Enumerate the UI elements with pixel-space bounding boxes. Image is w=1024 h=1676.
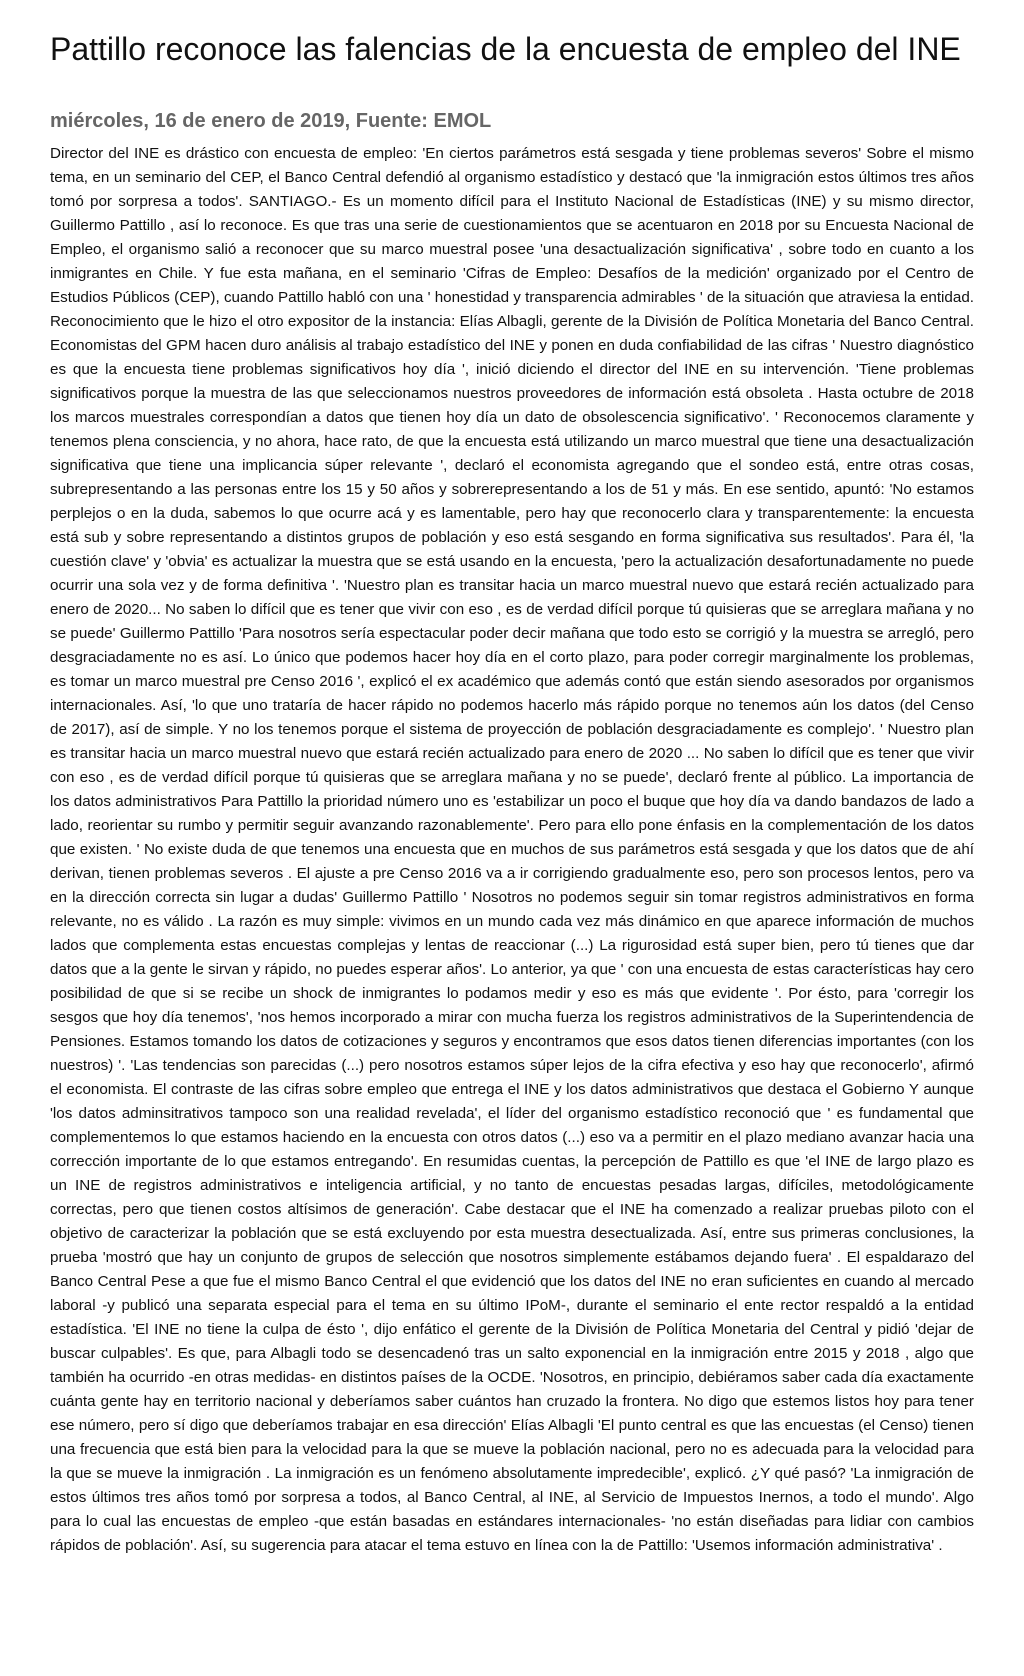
article-body: Director del INE es drástico con encuesta de empleo: 'En ciertos parámetros está sesgada y tiene problemas severos' Sobre el mismo tema, en un seminario del CEP, el Banco Central defendió al organismo estadístico y destacó que 'la inmigración estos últimos tres años tomó por sorpresa a todos'. SANTIAGO.- Es un momento difícil para el Instituto Nacional de Estadísticas (INE) y su mismo director, Guillermo Pattillo , así lo reconoce. Es que tras una serie de cuestionamientos que se acentuaron en 2018 por su Encuesta Nacional de Empleo, el organismo salió a reconocer que su marco muestral posee 'una desactualización significativa' , sobre todo en cuanto a los inmigrantes en Chile. Y fue esta mañana, en el seminario 'Cifras de Empleo: Desafíos de la medición' organizado por el Centro de Estudios Públicos (CEP), cuando Pattillo habló con una ' honestidad y transparencia admirables ' de la situación que atraviesa la entidad. Reconocimiento que le hizo el otro expositor de la instancia: Elías Albagli, gerente de la División de Política Monetaria del Banco Central. Economistas del GPM hacen duro análisis al trabajo estadístico del INE y ponen en duda confiabilidad de las cifras ' Nuestro diagnóstico es que la encuesta tiene problemas significativos hoy día ', inició diciendo el director del INE en su intervención. 'Tiene problemas significativos porque la muestra de las que seleccionamos nuestros proveedores de información está obsoleta . Hasta octubre de 2018 los marcos muestrales correspondían a datos que tienen hoy día un dato de obsolescencia significativo'. ' Reconocemos claramente y tenemos plena consciencia, y no ahora, hace rato, de que la encuesta está utilizando un marco muestral que tiene una desactualización significativa que tiene una implicancia súper relevante ', declaró el economista agregando que el sondeo está, entre otras cosas, subrepresentando a las personas entre los 15 y 50 años y sobrerepresentando a los de 51 y más. En ese sentido, apuntó: 'No estamos perplejos o en la duda, sabemos lo que ocurre acá y es lamentable, pero hay que reconocerlo clara y transparentemente: la encuesta está sub y sobre representando a distintos grupos de población y eso está sesgando en forma significativa sus resultados'. Para él, 'la cuestión clave' y 'obvia' es actualizar la muestra que se está usando en la encuesta, 'pero la actualización desafortunadamente no puede ocurrir una sola vez y de forma definitiva '. 'Nuestro plan es transitar hacia un marco muestral nuevo que estará recién actualizado para enero de 2020... No saben lo difícil que es tener que vivir con eso , es de verdad difícil porque tú quisieras que se arreglara mañana y no se puede' Guillermo Pattillo 'Para nosotros sería espectacular poder decir mañana que todo esto se corrigió y la muestra se arregló, pero desgraciadamente no es así. Lo único que podemos hacer hoy día en el corto plazo, para poder corregir marginalmente los problemas, es tomar un marco muestral pre Censo 2016 ', explicó el ex académico que además contó que están siendo asesorados por organismos internacionales. Así, 'lo que uno trataría de hacer rápido no podemos hacerlo más rápido porque no tenemos aún los datos (del Censo de 2017), así de simple. Y no los tenemos porque el sistema de proyección de población desgraciadamente es complejo'. ' Nuestro plan es transitar hacia un marco muestral nuevo que estará recién actualizado para enero de 2020 ... No saben lo difícil que es tener que vivir con eso , es de verdad difícil porque tú quisieras que se arreglara mañana y no se puede', declaró frente al público. La importancia de los datos administrativos Para Pattillo la prioridad número uno es 'estabilizar un poco el buque que hoy día va dando bandazos de lado a lado, reorientar su rumbo y permitir seguir avanzando razonablemente'. Pero para ello pone énfasis en la complementación de los datos que existen. ' No existe duda de que tenemos una encuesta que en muchos de sus parámetros está sesgada y que los datos que de ahí derivan, tienen problemas severos . El ajuste a pre Censo 2016 va a ir corrigiendo gradualmente eso, pero son procesos lentos, pero va en la dirección correcta sin lugar a dudas' Guillermo Pattillo ' Nosotros no podemos seguir sin tomar registros administrativos en forma relevante, no es válido . La razón es muy simple: vivimos en un mundo cada vez más dinámico en que aparece información de muchos lados que complementa estas encuestas complejas y lentas de reaccionar (...) La rigurosidad está super bien, pero tú tienes que dar datos que a la gente le sirvan y rápido, no puedes esperar años'. Lo anterior, ya que ' con una encuesta de estas características hay cero posibilidad de que si se recibe un shock de inmigrantes lo podamos medir y eso es más que evidente '. Por ésto, para 'corregir los sesgos que hoy día tenemos', 'nos hemos incorporado a mirar con mucha fuerza los registros administrativos de la Superintendencia de Pensiones. Estamos tomando los datos de cotizaciones y seguros y encontramos que esos datos tienen diferencias importantes (con los nuestros) '. 'Las tendencias son parecidas (...) pero nosotros estamos súper lejos de la cifra efectiva y eso hay que reconocerlo', afirmó el economista. El contraste de las cifras sobre empleo que entrega el INE y los datos administrativos que destaca el Gobierno Y aunque 'los datos adminsitrativos tampoco son una realidad revelada', el líder del organismo estadístico reconoció que ' es fundamental que complementemos lo que estamos haciendo en la encuesta con otros datos (...) eso va a permitir en el plazo mediano avanzar hacia una corrección importante de lo que estamos entregando'. En resumidas cuentas, la percepción de Pattillo es que 'el INE de largo plazo es un INE de registros administrativos e inteligencia artificial, y no tanto de encuestas pesadas largas, difíciles, metodológicamente correctas, pero que tienen costos altísimos de generación'. Cabe destacar que el INE ha comenzado a realizar pruebas piloto con el objetivo de caracterizar la población que se está excluyendo por esta muestra desectualizada. Así, entre sus primeras conclusiones, la prueba 'mostró que hay un conjunto de grupos de selección que nosotros simplemente estábamos dejando fuera' . El espaldarazo del Banco Central Pese a que fue el mismo Banco Central el que evidenció que los datos del INE no eran suficientes en cuando al mercado laboral -y publicó una separata especial para el tema en su último IPoM-, durante el seminario el ente rector respaldó a la entidad estadística. 'El INE no tiene la culpa de ésto ', dijo enfático el gerente de la División de Política Monetaria del Central y pidió 'dejar de buscar culpables'. Es que, para Albagli todo se desencadenó tras un salto exponencial en la inmigración entre 2015 y 2018 , algo que también ha ocurrido -en otras medidas- en distintos países de la OCDE. 'Nosotros, en principio, debiéramos saber cada día exactamente cuánta gente hay en territorio nacional y deberíamos saber cuántos han cruzado la frontera. No digo que estemos listos hoy para tener ese número, pero sí digo que deberíamos trabajar en esa dirección' Elías Albagli 'El punto central es que las encuestas (el Censo) tienen una frecuencia que está bien para la velocidad para la que se mueve la población nacional, pero no es adecuada para la velocidad para la que se mueve la inmigración . La inmigración es un fenómeno absolutamente impredecible', explicó. ¿Y qué pasó? 'La inmigración de estos últimos tres años tomó por sorpresa a todos, al Banco Central, al INE, al Servicio de Impuestos Inernos, a todo el mundo'. Algo para lo cual las encuestas de empleo -que están basadas en estándares internacionales- 'no están diseñadas para lidiar con cambios rápidos de población'. Así, su sugerencia para atacar el tema estuvo en línea con la de Pattillo: 'Usemos información administrativa' .: [50, 145, 974, 1554]
article-dateline: miércoles, 16 de enero de 2019, Fuente: EMOL: [50, 110, 492, 132]
article-title: Pattillo reconoce las falencias de la encuesta de empleo del INE: [50, 31, 961, 67]
